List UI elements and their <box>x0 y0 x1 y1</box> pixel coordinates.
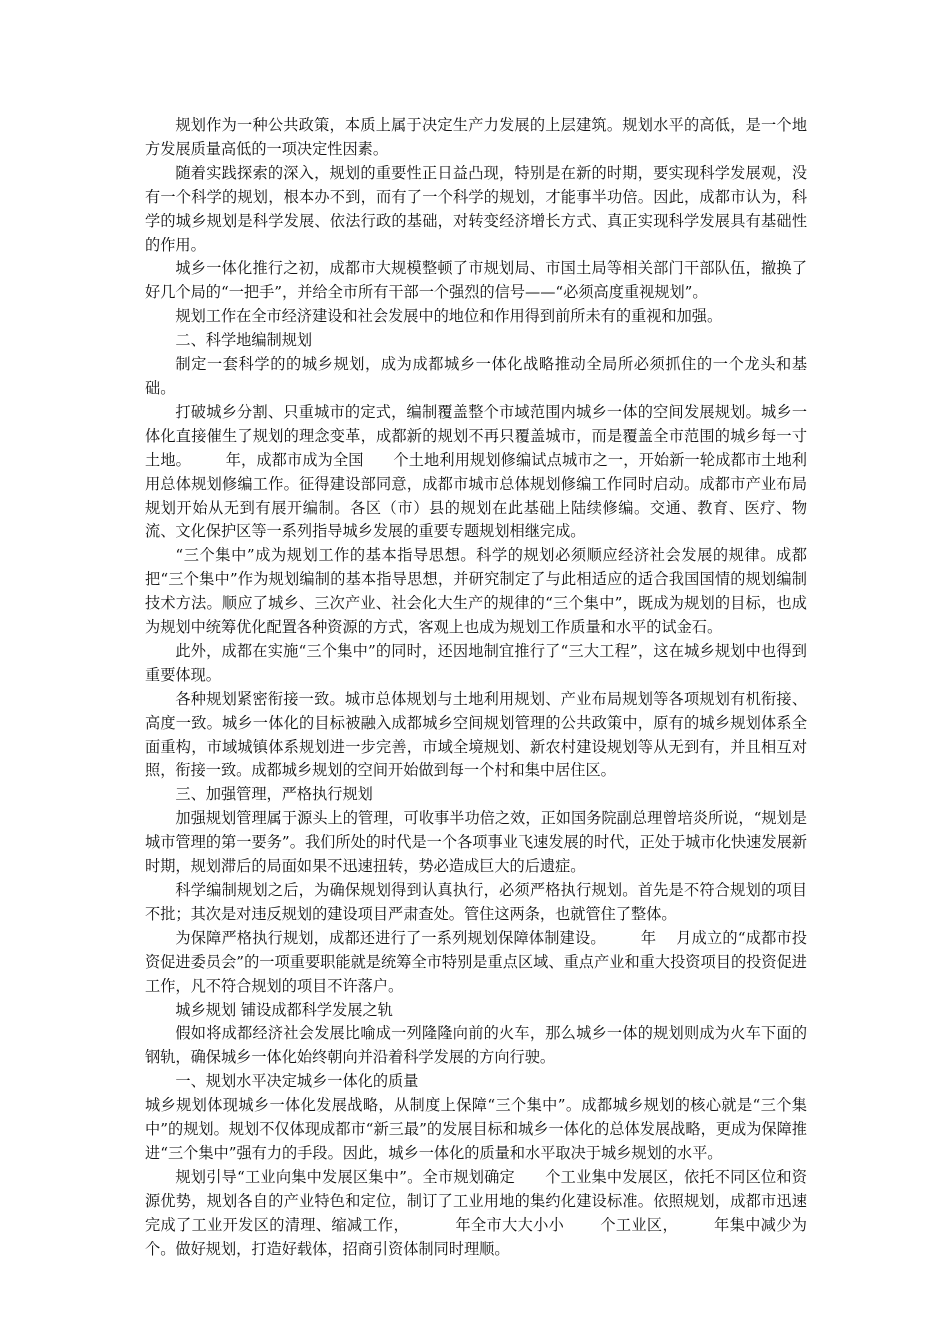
paragraph: 规划作为一种公共政策，本质上属于决定生产力发展的上层建筑。规划水平的高低，是一个地方发展质量高低的一项决定性因素。 <box>145 116 807 158</box>
paragraph: 制定一套科学的的城乡规划，成为成都城乡一体化战略推动全局所必须抓住的一个龙头和基础。 <box>145 355 807 397</box>
section-heading: 一、规划水平决定城乡一体化的质量 <box>175 1072 419 1091</box>
article-title: 城乡规划 铺设成都科学发展之轨 <box>175 1000 393 1019</box>
paragraph: 打破城乡分割、只重城市的定式，编制覆盖整个市域范围内城乡一体的空间发展规划。城乡一体化直接催生了规划的理念变革，成都新的规划不再只覆盖城市，而是覆盖全市范围的城乡每一寸土地。 年，成都市成为全国 个土地利用规划修编试点城市之一，开始新一轮成都市土地利用总体规划修编工作。征得建设部同意，成都市城市总体规划修编工作同时启动。成都市产业布局规划开始从无到有展开编制。各区（市）县的规划在此基础上陆续修编。交通、教育、医疗、物流、文化保护区等一系列指导城乡发展的重要专题规划相继完成。 <box>145 402 807 541</box>
paragraph: 此外，成都在实施“三个集中”的同时，还因地制宜推行了“三大工程”，这在城乡规划中也得到重要体现。 <box>145 641 807 684</box>
paragraph: 随着实践探索的深入，规划的重要性正日益凸现，特别是在新的时期，要实现科学发展观，没有一个科学的规划，根本办不到，而有了一个科学的规划，才能事半功倍。因此，成都市认为，科学的城乡规划是科学发展、依法行政的基础，对转变经济增长方式、真正实现科学发展具有基础性的作用。 <box>145 163 807 254</box>
paragraph: 科学编制规划之后，为确保规划得到认真执行，必须严格执行规划。首先是不符合规划的项目不批；其次是对违反规划的建设项目严肃查处。管住这两条，也就管住了整体。 <box>145 881 807 923</box>
section-heading: 二、科学地编制规划 <box>175 331 313 350</box>
paragraph: 各种规划紧密衔接一致。城市总体规划与土地利用规划、产业布局规划等各项规划有机衔接、高度一致。城乡一体化的目标被融入成都城乡空间规划管理的公共政策中，原有的城乡规划体系全面重构，市域城镇体系规划进一步完善，市域全境规划、新农村建设规划等从无到有，并且相互对照，衔接一致。成都城乡规划的空间开始做到每一个村和集中居住区。 <box>145 689 807 780</box>
section-heading: 三、加强管理，严格执行规划 <box>175 785 373 804</box>
paragraph: 假如将成都经济社会发展比喻成一列隆隆向前的火车，那么城乡一体的规划则成为火车下面的钢轨，确保城乡一体化始终朝向并沿着科学发展的方向行驶。 <box>145 1024 807 1067</box>
paragraph: 加强规划管理属于源头上的管理，可收事半功倍之效，正如国务院副总理曾培炎所说，“规划是城市管理的第一要务”。我们所处的时代是一个各项事业飞速发展的时代，正处于城市化快速发展新时期，规划滞后的局面如果不迅速扭转，势必造成巨大的后遗症。 <box>145 809 807 876</box>
paragraph: “三个集中”成为规划工作的基本指导思想。科学的规划必须顺应经济社会发展的规律。成都把“三个集中”作为规划编制的基本指导思想，并研究制定了与此相适应的适合我国国情的规划编制技术方法。顺应了城乡、三次产业、社会化大生产的规律的“三个集中”，既成为规划的目标，也成为规划中统筹优化配置各种资源的方式，客观上也成为规划工作质量和水平的试金石。 <box>145 546 807 637</box>
paragraph: 规划引导“工业向集中发展区集中”。全市规划确定 个工业集中发展区，依托不同区位和资源优势，规划各自的产业特色和定位，制订了工业用地的集约化建设标准。依照规划，成都市迅速完成了工业开发区的清理、缩减工作， 年全市大大小小 个工业区， 年集中减少为 个。做好规划，打造好载体，招商引资体制同时理顺。 <box>145 1167 836 1258</box>
paragraph: 为保障严格执行规划，成都还进行了一系列规划保障体制建设。 年 月成立的“成都市投资促进委员会”的一项重要职能就是统筹全市特别是重点区域、重点产业和重大投资项目的投资促进工作，凡不符合规划的项目不许落户。 <box>145 928 807 995</box>
paragraph: 城乡一体化推行之初，成都市大规模整顿了市规划局、市国土局等相关部门干部队伍，撤换了好几个局的“一把手”，并给全市所有干部一个强烈的信号——“必须高度重视规划”。 <box>145 259 807 302</box>
paragraph: 城乡规划体现城乡一体化发展战略，从制度上保障“三个集中”。成都城乡规划的核心就是“三个集中”的规划。规划不仅体现成都市“新三最”的发展目标和城乡一体化的总体发展战略，更成为保障推进“三个集中”强有力的手段。因此，城乡一体化的质量和水平取决于城乡规划的水平。 <box>145 1096 807 1162</box>
paragraph: 规划工作在全市经济建设和社会发展中的地位和作用得到前所未有的重视和加强。 <box>175 307 723 326</box>
document-body <box>145 114 836 1262</box>
